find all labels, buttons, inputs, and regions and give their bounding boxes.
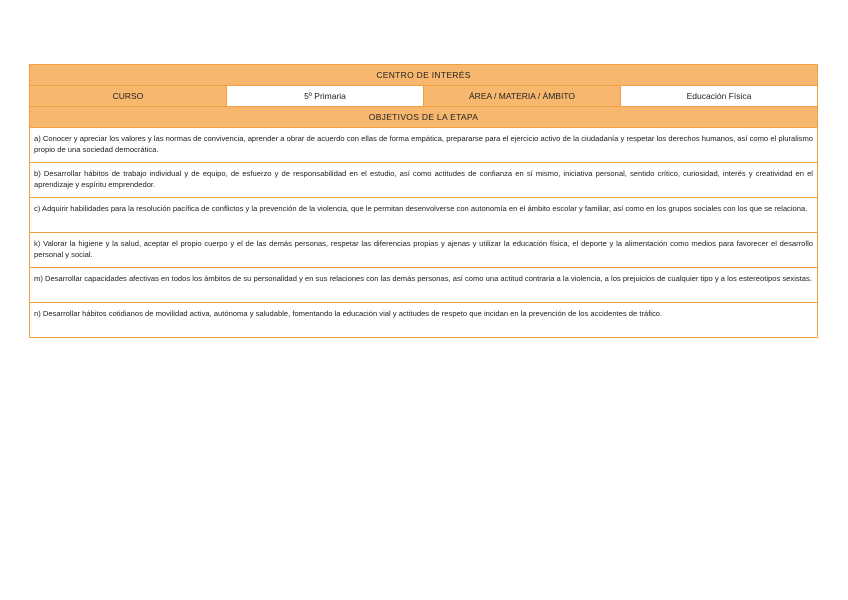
curso-label: CURSO	[30, 86, 227, 106]
objective-row	[30, 128, 817, 163]
objective-row	[30, 163, 817, 198]
objective-c: c) Adquirir habilidades para la resolución pacífica de conflictos y la prevención de la violencia, que le permitan desenvolverse con autonomía en el ámbito escolar y familiar, así como en los grupos sociales con los que se relaciona.	[34, 204, 808, 213]
objectives-header: OBJETIVOS DE LA ETAPA	[30, 107, 817, 127]
area-value: Educación Física	[621, 86, 817, 106]
objective-m: m) Desarrollar capacidades afectivas en todos los ámbitos de su personalidad y en sus relaciones con las demás personas, así como una actitud contraria a la violencia, a los prejuicios de cualquier tipo y a los estereotipos sexistas.	[34, 274, 812, 283]
header-row	[30, 65, 817, 86]
objective-row	[30, 268, 817, 303]
objective-k: k) Valorar la higiene y la salud, aceptar el propio cuerpo y el de las demás personas, respetar las diferencias propias y ajenas y utilizar la educación física, el deporte y la alimentación como medios para favorecer el desarrollo personal y social.	[34, 239, 813, 259]
objective-a: a) Conocer y apreciar los valores y las normas de convivencia, aprender a obrar de acuerdo con ellas de forma empática, prepararse para el ejercicio activo de la ciudadanía y respetar los derechos humanos, así como el pluralismo propio de una sociedad democrática.	[34, 134, 813, 154]
curso-value: 5º Primaria	[227, 86, 424, 106]
table-title: CENTRO DE INTERÉS	[30, 65, 817, 85]
objective-b: b) Desarrollar hábitos de trabajo individual y de equipo, de esfuerzo y de responsabilidad en el estudio, así como actitudes de confianza en sí mismo, iniciativa personal, sentido crítico, curiosidad, interés y creatividad en el aprendizaje y espíritu emprendedor.	[34, 169, 813, 189]
curriculum-table	[29, 64, 818, 338]
objective-n: n) Desarrollar hábitos cotidianos de movilidad activa, autónoma y saludable, fomentando la educación vial y actitudes de respeto que incidan en la prevención de los accidentes de tráfico.	[34, 309, 663, 318]
objectives-header-row	[30, 107, 817, 128]
objective-row	[30, 303, 817, 337]
objective-row	[30, 198, 817, 233]
objective-row	[30, 233, 817, 268]
info-row	[30, 86, 817, 107]
area-label: ÁREA / MATERIA / ÁMBITO	[424, 86, 621, 106]
